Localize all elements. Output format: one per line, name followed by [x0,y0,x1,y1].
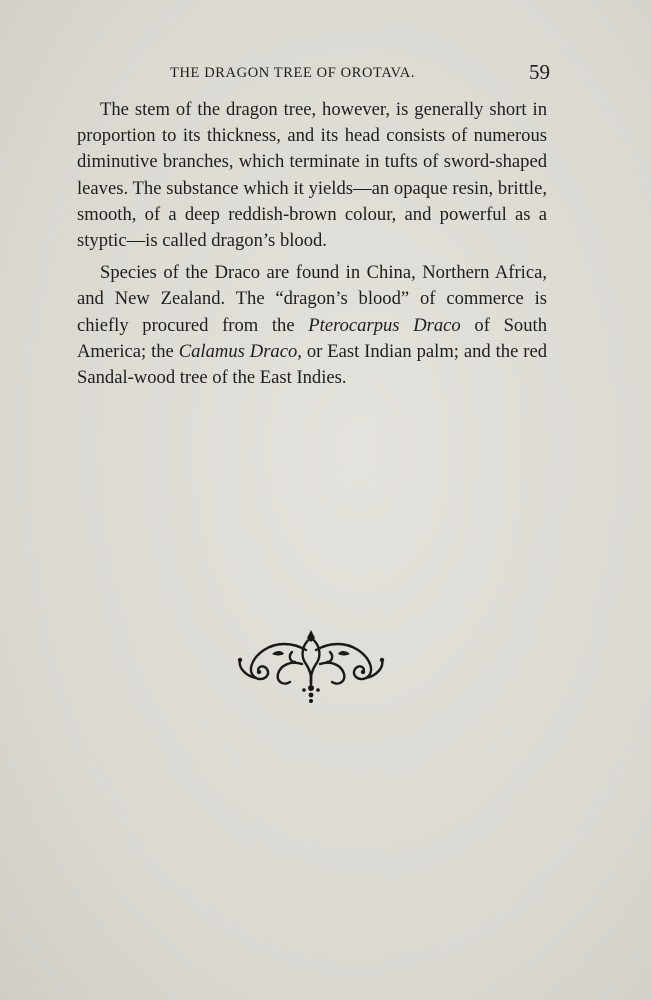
paragraph-2-part-a: Species of the Draco are found in China, Northern Africa, and New Zealand. The “dragon’s blood” of commerce is chiefly procured from the [77,262,547,336]
body-text [77,97,547,391]
running-head [150,62,550,86]
scroll-flourish-icon [232,626,390,706]
paragraph-1: The stem of the dragon tree, however, is generally short in proportion to its thickness, and its head consists of numerous diminutive branches, which terminate in tufts of sword-shaped leaves. The substance which it yields—an opaque resin, brittle, smooth, of a deep reddish-brown colour, and powerful as a styptic—is called dragon’s blood. [77,99,547,252]
paragraph-2 [77,260,547,391]
paragraph-2-part-e: or East Indian palm; and the red Sandal-wood tree of the East Indies. [77,340,547,389]
species-calamus-draco: Calamus Draco, [178,340,302,362]
paragraph-2-part-c: of South America; the [77,314,547,362]
page-number: 59 [529,60,550,84]
running-title: THE DRAGON TREE OF OROTAVA. [170,65,416,81]
species-pterocarpus-draco: Pterocarpus Draco [308,314,461,336]
